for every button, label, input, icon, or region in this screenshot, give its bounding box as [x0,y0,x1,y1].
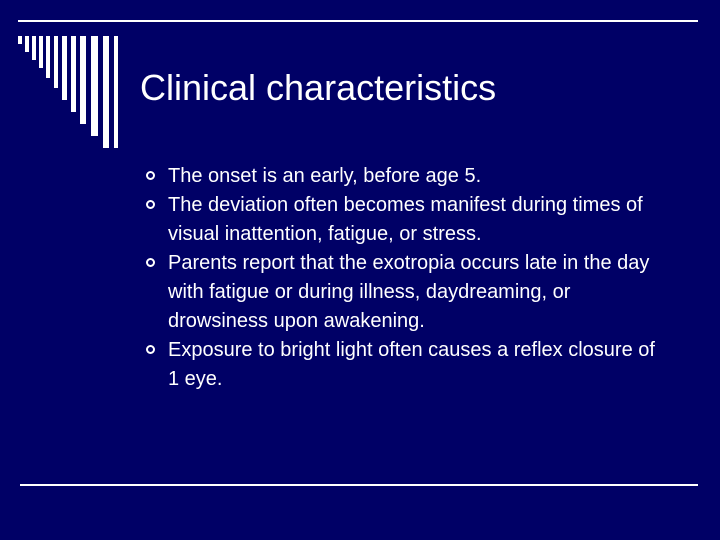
bullet-text: The deviation often becomes manifest during times of visual inattention, fatigue, or stress. [168,194,643,245]
top-rule [18,20,698,22]
bullet-text: Parents report that the exotropia occurs late in the day with fatigue or during illness, daydreaming, or drowsiness upon awakening. [168,252,650,332]
bullet-item [146,162,666,191]
bullet-list [146,162,666,394]
bullet-circle-icon [146,200,155,209]
bullet-item [146,336,666,394]
bullet-item [146,191,666,249]
bullet-circle-icon [146,258,155,267]
bullet-circle-icon [146,345,155,354]
bullet-circle-icon [146,171,155,180]
bullet-text: Exposure to bright light often causes a reflex closure of 1 eye. [168,339,655,390]
bullet-item [146,249,666,336]
bottom-rule [20,484,698,486]
decorative-bars [0,0,140,150]
bullet-text: The onset is an early, before age 5. [168,165,482,187]
slide-title: Clinical characteristics [140,67,497,108]
